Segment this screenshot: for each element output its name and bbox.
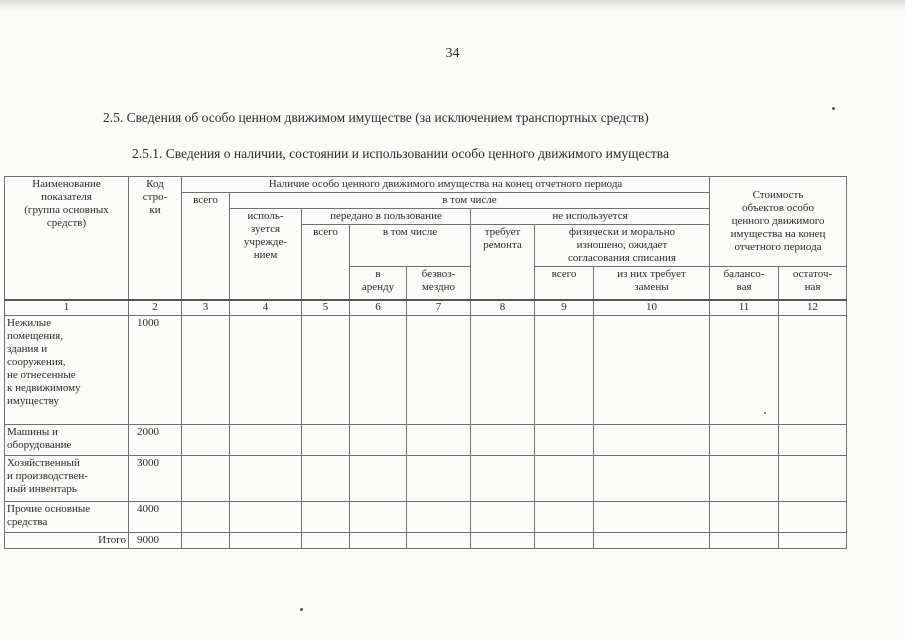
header-replace: из них требует замены — [594, 267, 710, 301]
table-cell — [407, 533, 471, 549]
row-name: Хозяйственный и производствен- ный инвентарь — [5, 456, 129, 502]
table-cell — [471, 316, 535, 425]
table-cell — [535, 316, 594, 425]
table-cell — [779, 502, 847, 533]
column-number: 8 — [471, 300, 535, 316]
table-cell — [471, 456, 535, 502]
column-number-row — [5, 300, 847, 316]
table-cell — [594, 502, 710, 533]
header-balance: балансо- вая — [710, 267, 779, 301]
scan-speck — [832, 107, 835, 110]
table-cell — [350, 533, 407, 549]
table-cell — [407, 502, 471, 533]
column-number: 10 — [594, 300, 710, 316]
table-cell — [302, 456, 350, 502]
subsection-heading: 2.5.1. Сведения о наличии, состоянии и использовании особо ценного движимого имущества — [132, 146, 669, 161]
table-cell — [230, 502, 302, 533]
table-cell — [182, 456, 230, 502]
header-repair: требует ремонта — [471, 225, 535, 301]
column-number: 5 — [302, 300, 350, 316]
table-cell — [350, 425, 407, 456]
table-row — [5, 502, 847, 533]
table-cell — [302, 533, 350, 549]
column-number: 6 — [350, 300, 407, 316]
header-transferred-including: в том числе — [350, 225, 471, 267]
scan-speck — [300, 608, 303, 611]
column-number: 9 — [535, 300, 594, 316]
table-cell — [710, 316, 779, 425]
row-code: 2000 — [129, 425, 182, 456]
table-cell — [407, 456, 471, 502]
property-table — [4, 176, 847, 549]
table-cell — [302, 502, 350, 533]
header-worn-total: всего — [535, 267, 594, 301]
header-availability: Наличие особо ценного движимого имущества на конец отчетного периода — [182, 177, 710, 193]
column-number: 11 — [710, 300, 779, 316]
total-row — [5, 533, 847, 549]
table-cell — [230, 316, 302, 425]
table-cell — [471, 425, 535, 456]
row-name: Нежилые помещения, здания и сооружения, не отнесенные к недвижимому имуществу — [5, 316, 129, 425]
table-cell — [230, 425, 302, 456]
row-code: 3000 — [129, 456, 182, 502]
table-cell — [471, 502, 535, 533]
table-cell — [535, 456, 594, 502]
table-cell — [350, 316, 407, 425]
table-cell — [302, 425, 350, 456]
table-cell — [779, 456, 847, 502]
row-code: 4000 — [129, 502, 182, 533]
table-cell — [594, 533, 710, 549]
table-row — [5, 316, 847, 425]
table-cell — [471, 533, 535, 549]
table-row — [5, 425, 847, 456]
total-label: Итого — [5, 533, 129, 549]
table-cell — [594, 316, 710, 425]
header-including: в том числе — [230, 193, 710, 209]
header-transferred: передано в пользование — [302, 209, 471, 225]
column-number: 3 — [182, 300, 230, 316]
header-not-used: не используется — [471, 209, 710, 225]
row-code: 1000 — [129, 316, 182, 425]
row-name: Прочие основные средства — [5, 502, 129, 533]
scan-top-edge — [0, 0, 905, 10]
column-number: 4 — [230, 300, 302, 316]
column-number: 7 — [407, 300, 471, 316]
table-cell — [182, 502, 230, 533]
table-cell — [535, 502, 594, 533]
total-code: 9000 — [129, 533, 182, 549]
header-rent: в аренду — [350, 267, 407, 301]
table-cell — [407, 425, 471, 456]
table-cell — [302, 316, 350, 425]
table-cell — [535, 425, 594, 456]
table-cell — [779, 425, 847, 456]
table-cell — [779, 533, 847, 549]
table-cell — [710, 425, 779, 456]
table-cell — [779, 316, 847, 425]
table-cell — [350, 502, 407, 533]
header-total: всего — [182, 193, 230, 301]
table-cell — [230, 456, 302, 502]
header-code: Код стро- ки — [129, 177, 182, 301]
row-name: Машины и оборудование — [5, 425, 129, 456]
header-worn: физически и морально изношено, ожидает согласования списания — [535, 225, 710, 267]
table-cell — [594, 456, 710, 502]
table-cell — [182, 425, 230, 456]
header-free: безвоз- мездно — [407, 267, 471, 301]
table-cell — [710, 533, 779, 549]
table-cell — [594, 425, 710, 456]
header-transferred-total: всего — [302, 225, 350, 301]
column-number: 12 — [779, 300, 847, 316]
header-cost: Стоимость объектов особо ценного движимого имущества на конец отчетного периода — [710, 177, 847, 267]
table-cell — [182, 316, 230, 425]
column-number: 1 — [5, 300, 129, 316]
table-cell — [230, 533, 302, 549]
header-used: исполь- зуется учрежде- нием — [230, 209, 302, 301]
table-cell — [182, 533, 230, 549]
table-cell — [350, 456, 407, 502]
section-heading: 2.5. Сведения об особо ценном движимом имуществе (за исключением транспортных средств) — [103, 110, 649, 125]
table-cell — [710, 456, 779, 502]
page-number: 34 — [445, 46, 460, 61]
column-number: 2 — [129, 300, 182, 316]
table-cell — [710, 502, 779, 533]
table-cell — [535, 533, 594, 549]
table-row — [5, 456, 847, 502]
header-name: Наименование показателя (группа основных средств) — [5, 177, 129, 301]
header-residual: остаточ- ная — [779, 267, 847, 301]
table-cell — [407, 316, 471, 425]
